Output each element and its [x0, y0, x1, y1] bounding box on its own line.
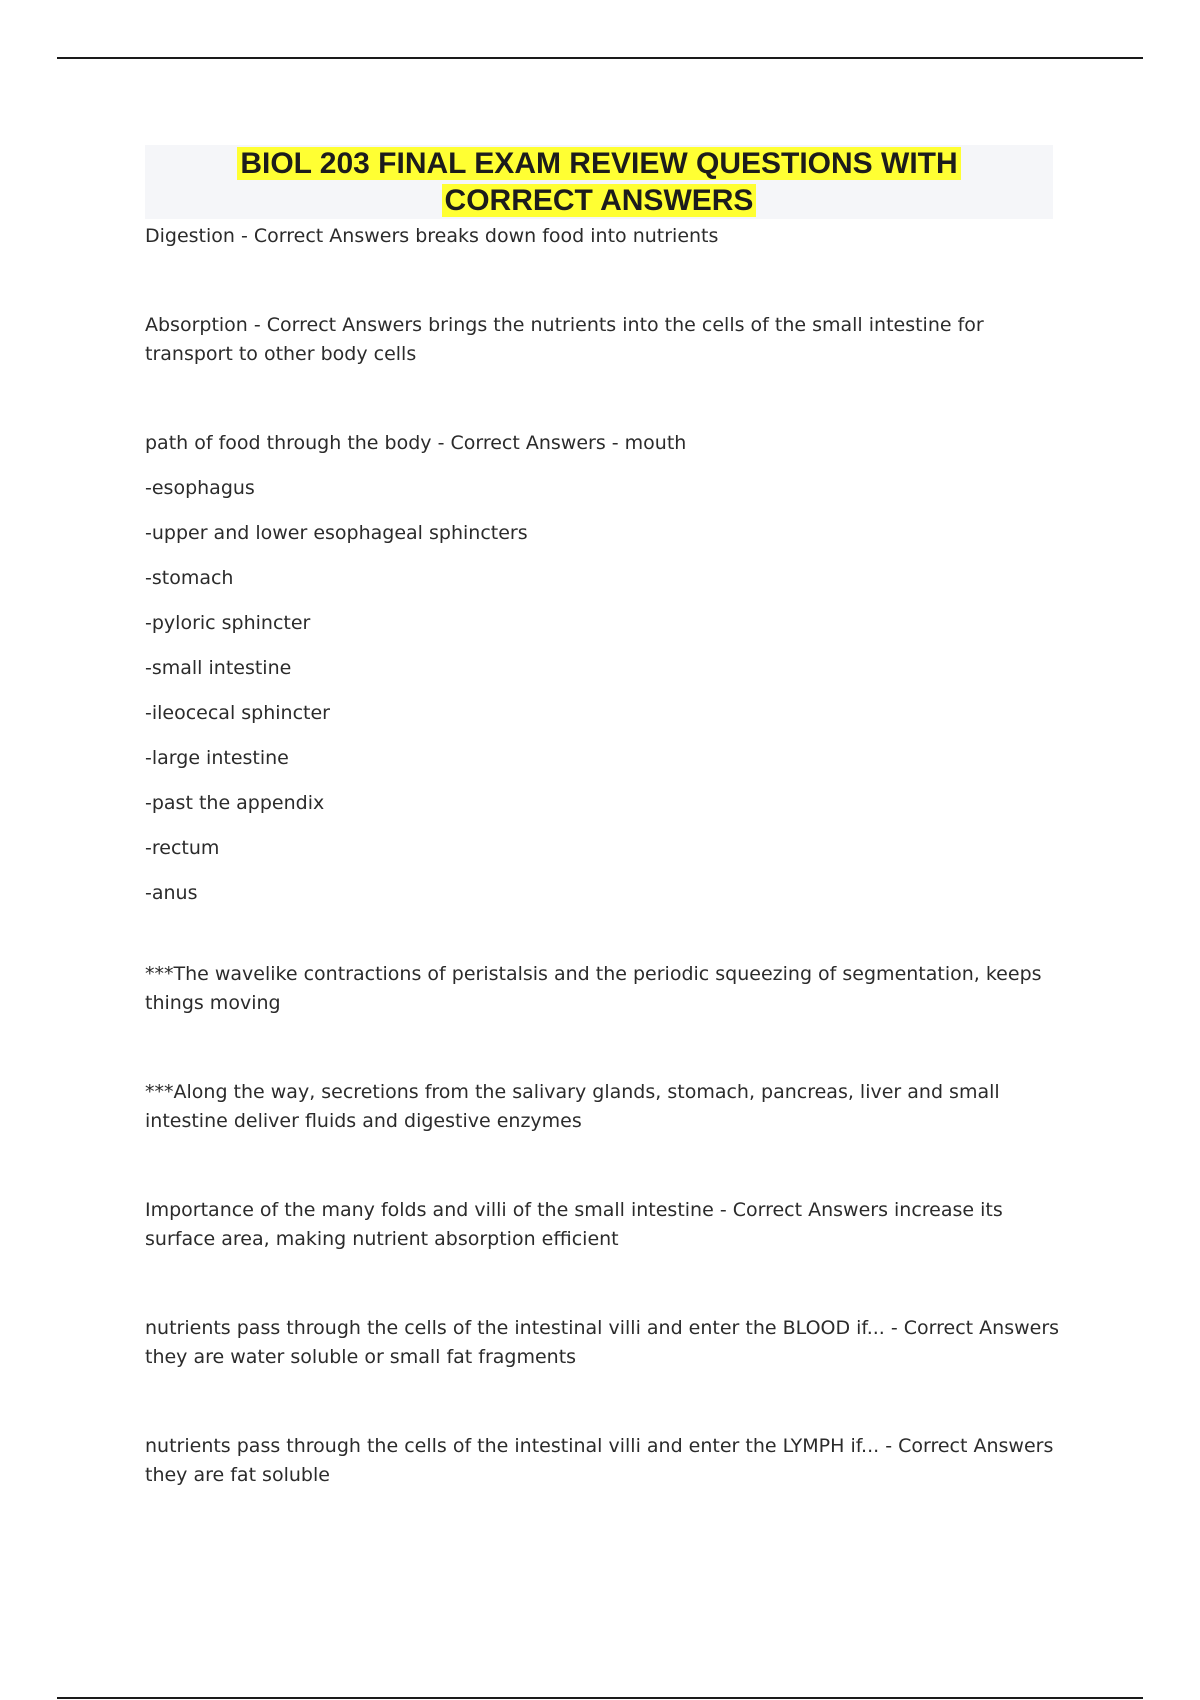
path-step: -past the appendix — [145, 792, 325, 814]
path-step: -ileocecal sphincter — [145, 702, 330, 724]
path-step: -esophagus — [145, 477, 255, 499]
bottom-rule — [57, 1697, 1143, 1699]
path-step: -large intestine — [145, 747, 289, 769]
path-step: -anus — [145, 882, 198, 904]
entry-blood: nutrients pass through the cells of the intestinal villi and enter the BLOOD if... - Correct Answers they are water soluble or small fat fragments — [145, 1317, 1060, 1368]
title-line-1: BIOL 203 FINAL EXAM REVIEW QUESTIONS WITH — [237, 147, 960, 180]
entry-folds-villi: Importance of the many folds and villi of the small intestine - Correct Answers increase its surface area, making nutrient absorption efficient — [145, 1199, 1003, 1250]
document-title — [145, 145, 1053, 219]
path-step: -rectum — [145, 837, 220, 859]
path-step: -small intestine — [145, 657, 292, 679]
entry-absorption: Absorption - Correct Answers brings the nutrients into the cells of the small intestine for transport to other body cells — [145, 314, 984, 365]
entry-digestion: Digestion - Correct Answers breaks down food into nutrients — [145, 225, 719, 247]
entry-lymph: nutrients pass through the cells of the intestinal villi and enter the LYMPH if... - Correct Answers they are fat soluble — [145, 1435, 1054, 1486]
document-body — [145, 222, 1065, 1490]
note-peristalsis: ***The wavelike contractions of peristalsis and the periodic squeezing of segmentation, keeps things moving — [145, 963, 1042, 1014]
path-step: -stomach — [145, 567, 234, 589]
top-rule — [57, 57, 1143, 59]
title-line-2: CORRECT ANSWERS — [442, 184, 757, 217]
note-secretions: ***Along the way, secretions from the salivary glands, stomach, pancreas, liver and small intestine deliver fluids and digestive enzymes — [145, 1081, 1000, 1132]
path-step: -upper and lower esophageal sphincters — [145, 522, 528, 544]
entry-path-intro: path of food through the body - Correct Answers - mouth — [145, 432, 687, 454]
path-step: -pyloric sphincter — [145, 612, 311, 634]
